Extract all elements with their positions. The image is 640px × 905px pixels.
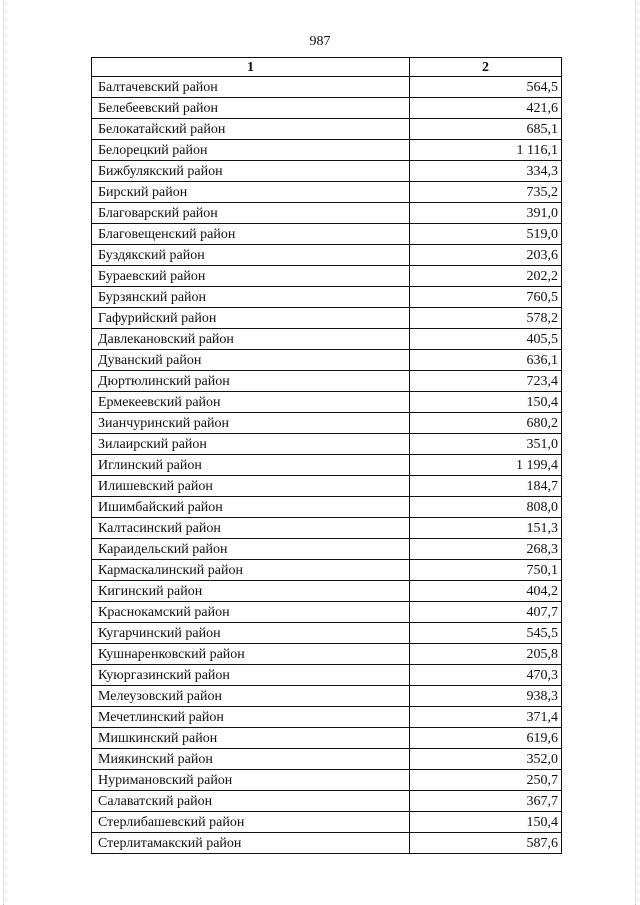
district-name-cell: Белебеевский район [92,98,410,119]
value-cell: 351,0 [410,434,562,455]
district-name-cell: Караидельский район [92,539,410,560]
table-row [92,287,562,308]
district-name-cell: Кармаскалинский район [92,560,410,581]
table-row [92,203,562,224]
table-row [92,392,562,413]
table-row [92,161,562,182]
district-name-cell: Куюргазинский район [92,665,410,686]
district-name-cell: Бураевский район [92,266,410,287]
value-cell: 750,1 [410,560,562,581]
scan-left-edge [3,0,5,905]
district-name-cell: Стерлибашевский район [92,812,410,833]
table-row [92,812,562,833]
district-name-cell: Белорецкий район [92,140,410,161]
value-cell: 250,7 [410,770,562,791]
value-cell: 150,4 [410,812,562,833]
table-row [92,140,562,161]
page-number: 987 [309,34,331,49]
district-name-cell: Белокатайский район [92,119,410,140]
district-name-cell: Зианчуринский район [92,413,410,434]
district-name-cell: Иглинский район [92,455,410,476]
value-cell: 150,4 [410,392,562,413]
districts-table [91,57,562,854]
value-cell: 184,7 [410,476,562,497]
value-cell: 151,3 [410,518,562,539]
value-cell: 760,5 [410,287,562,308]
value-cell: 1 199,4 [410,455,562,476]
district-name-cell: Калтасинский район [92,518,410,539]
value-cell: 405,5 [410,329,562,350]
value-cell: 685,1 [410,119,562,140]
table-row [92,539,562,560]
table-row [92,497,562,518]
table-body [92,77,562,854]
table-row [92,245,562,266]
value-cell: 470,3 [410,665,562,686]
district-name-cell: Краснокамский район [92,602,410,623]
district-name-cell: Кушнаренковский район [92,644,410,665]
district-name-cell: Дюртюлинский район [92,371,410,392]
value-cell: 587,6 [410,833,562,854]
district-name-cell: Благоварский район [92,203,410,224]
district-name-cell: Салаватский район [92,791,410,812]
table-row [92,350,562,371]
table-row [92,266,562,287]
district-name-cell: Мишкинский район [92,728,410,749]
district-name-cell: Ермекеевский район [92,392,410,413]
table-row [92,623,562,644]
value-cell: 808,0 [410,497,562,518]
district-name-cell: Дуванский район [92,350,410,371]
value-cell: 334,3 [410,161,562,182]
table-row [92,833,562,854]
table-row [92,371,562,392]
district-name-cell: Кигинский район [92,581,410,602]
value-cell: 578,2 [410,308,562,329]
table-row [92,749,562,770]
value-cell: 519,0 [410,224,562,245]
table-row [92,518,562,539]
value-cell: 404,2 [410,581,562,602]
district-name-cell: Мелеузовский район [92,686,410,707]
district-name-cell: Илишевский район [92,476,410,497]
table-row [92,791,562,812]
value-cell: 268,3 [410,539,562,560]
district-name-cell: Гафурийский район [92,308,410,329]
table-header-row [92,58,562,77]
value-cell: 619,6 [410,728,562,749]
table-row [92,182,562,203]
scan-right-edge [635,0,637,905]
district-name-cell: Бурзянский район [92,287,410,308]
district-name-cell: Бирский район [92,182,410,203]
table-row [92,686,562,707]
value-cell: 636,1 [410,350,562,371]
district-name-cell: Давлекановский район [92,329,410,350]
table-row [92,224,562,245]
district-name-cell: Нуримановский район [92,770,410,791]
value-cell: 391,0 [410,203,562,224]
table-row [92,770,562,791]
value-cell: 1 116,1 [410,140,562,161]
district-name-cell: Буздякский район [92,245,410,266]
table-row [92,98,562,119]
district-name-cell: Мечетлинский район [92,707,410,728]
table-row [92,413,562,434]
value-cell: 545,5 [410,623,562,644]
value-cell: 680,2 [410,413,562,434]
district-name-cell: Ишимбайский район [92,497,410,518]
value-cell: 564,5 [410,77,562,98]
table-row [92,728,562,749]
value-cell: 421,6 [410,98,562,119]
table-row [92,644,562,665]
table-row [92,560,562,581]
table-row [92,665,562,686]
district-name-cell: Зилаирский район [92,434,410,455]
value-cell: 371,4 [410,707,562,728]
table-row [92,602,562,623]
value-cell: 367,7 [410,791,562,812]
table-row [92,329,562,350]
table-row [92,581,562,602]
district-name-cell: Бижбулякский район [92,161,410,182]
district-name-cell: Кугарчинский район [92,623,410,644]
district-name-cell: Балтачевский район [92,77,410,98]
district-name-cell: Благовещенский район [92,224,410,245]
table-row [92,77,562,98]
district-name-cell: Миякинский район [92,749,410,770]
value-cell: 202,2 [410,266,562,287]
value-cell: 205,8 [410,644,562,665]
table-row [92,119,562,140]
value-cell: 735,2 [410,182,562,203]
value-cell: 723,4 [410,371,562,392]
column-header-2: 2 [410,58,562,77]
table-row [92,476,562,497]
table-row [92,434,562,455]
value-cell: 407,7 [410,602,562,623]
district-name-cell: Стерлитамакский район [92,833,410,854]
value-cell: 203,6 [410,245,562,266]
value-cell: 938,3 [410,686,562,707]
column-header-1: 1 [92,58,410,77]
table-row [92,308,562,329]
value-cell: 352,0 [410,749,562,770]
table-row [92,455,562,476]
table-row [92,707,562,728]
